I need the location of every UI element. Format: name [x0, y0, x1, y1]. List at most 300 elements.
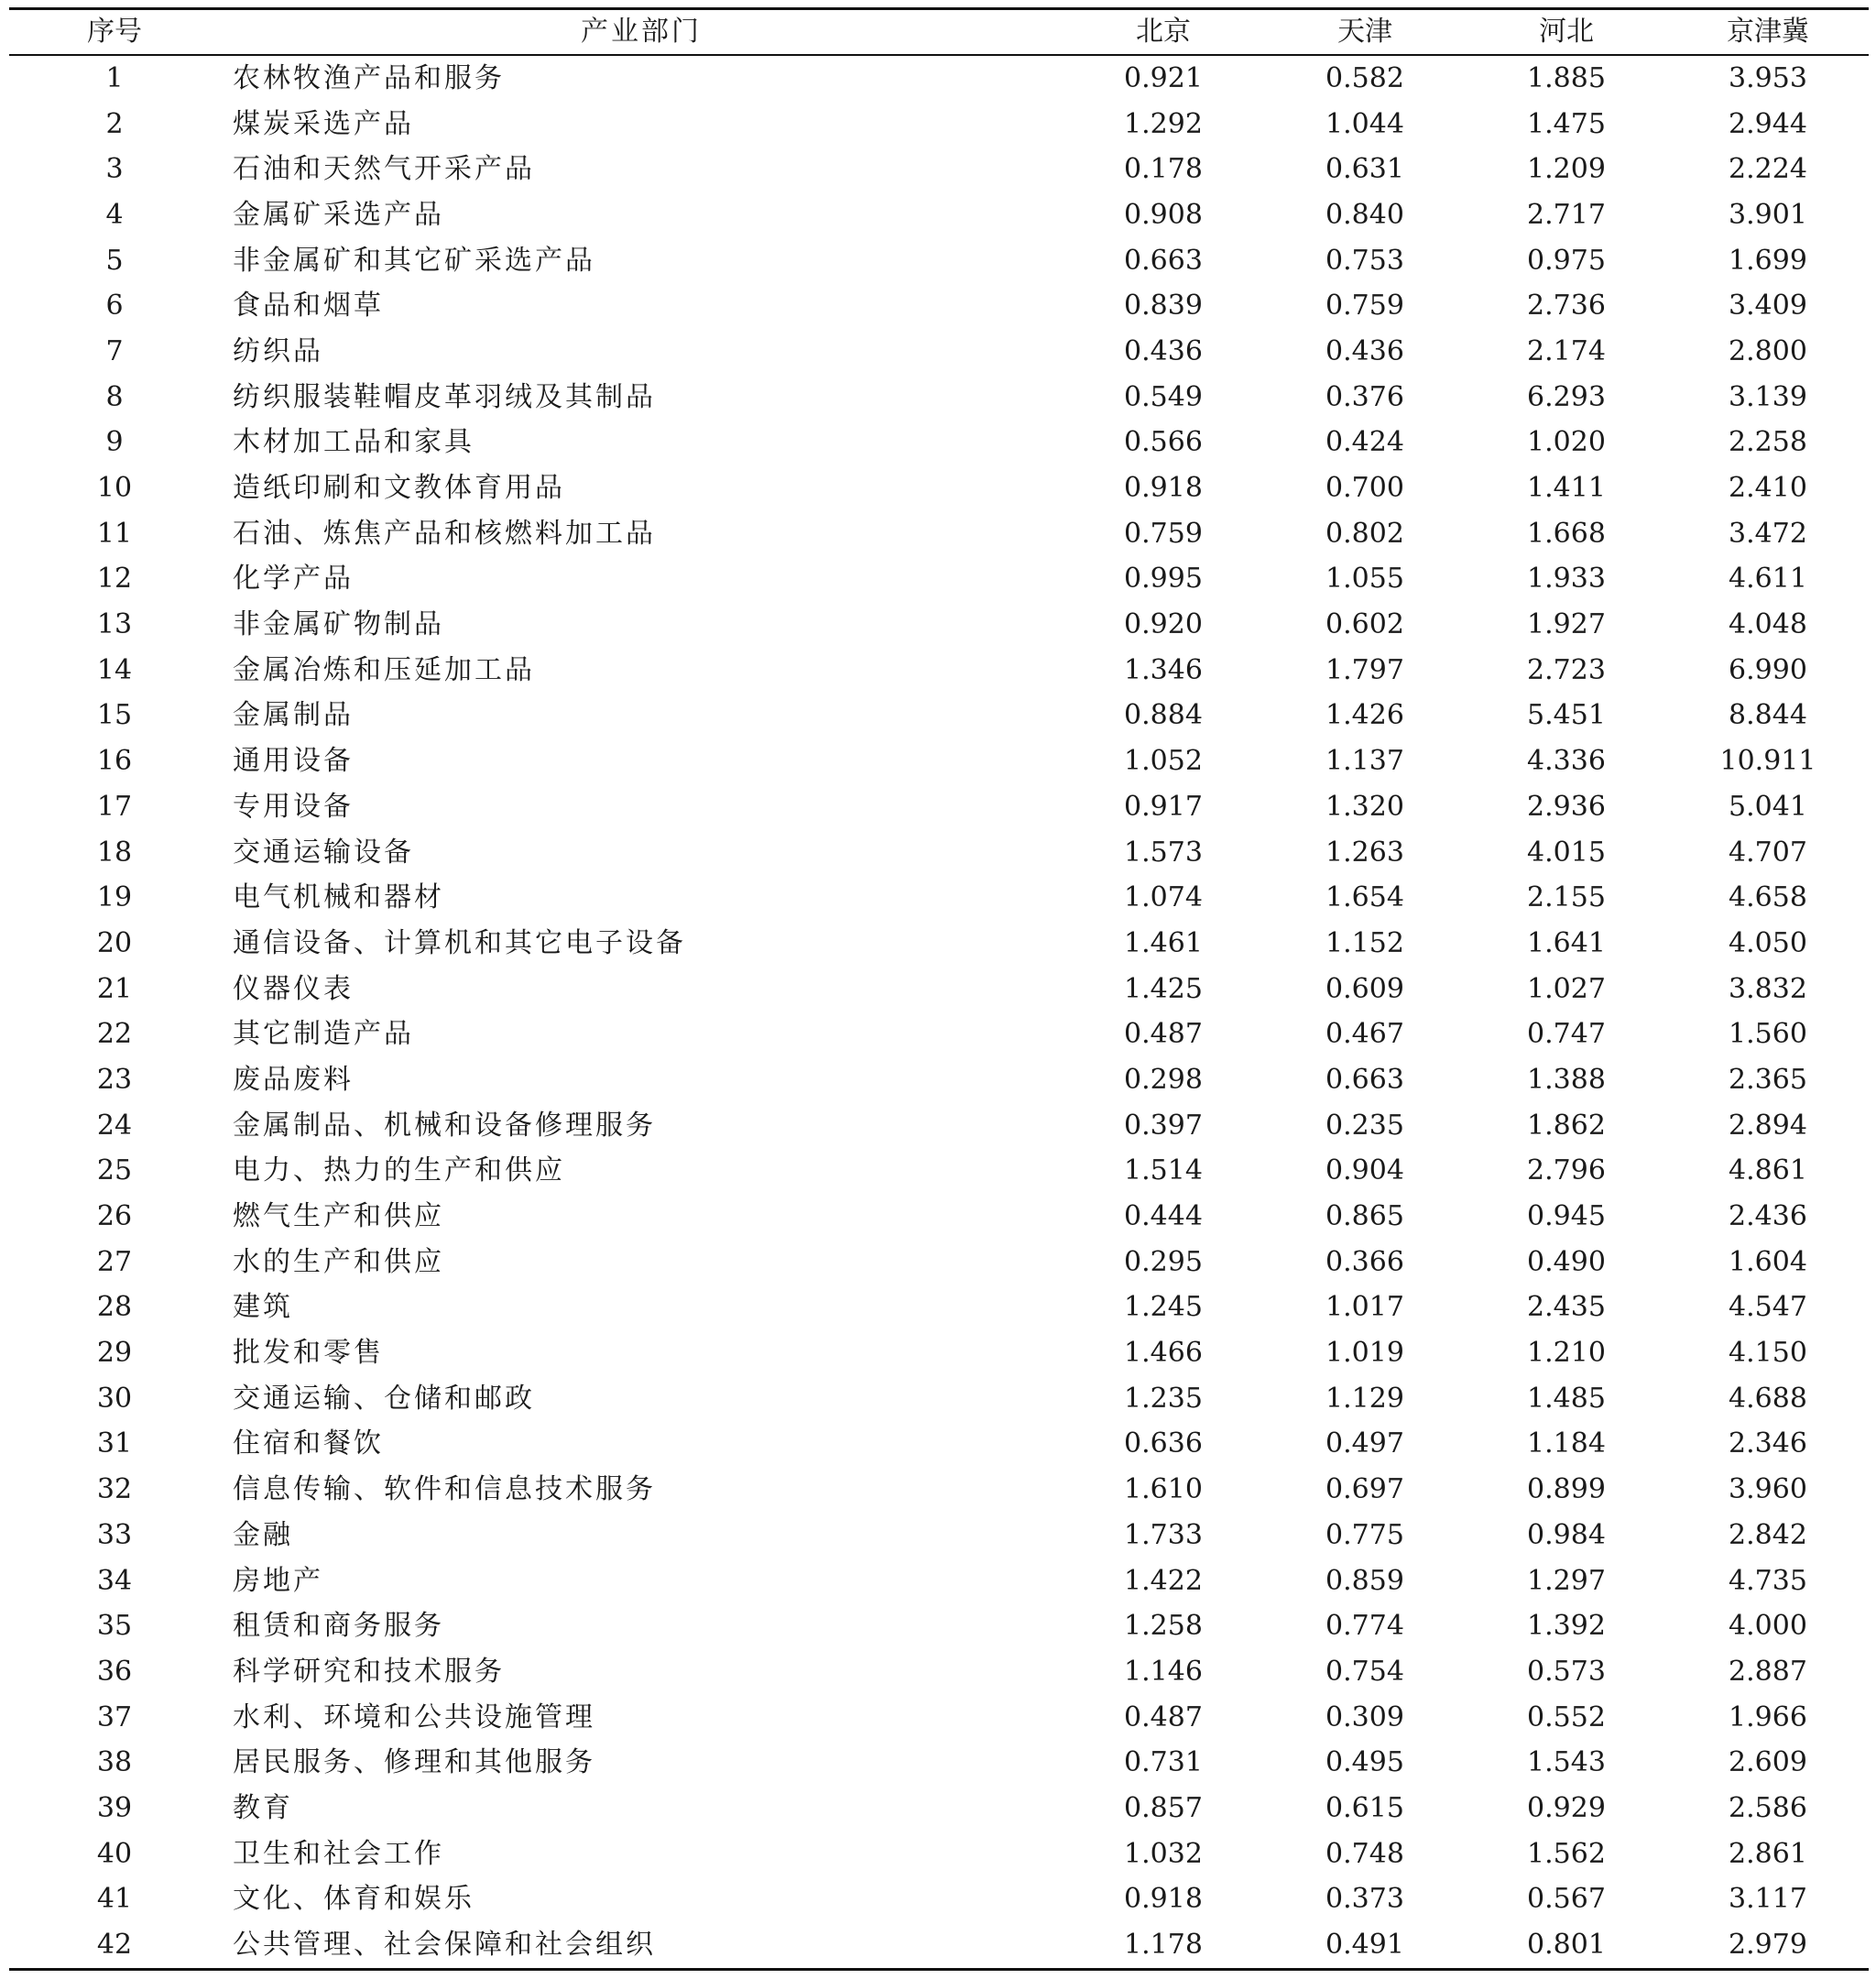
tianjin-value-cell: 0.748: [1325, 1837, 1404, 1870]
sector-name-cell: 水的生产和供应: [233, 1245, 444, 1278]
jingjinji-value-cell: 1.966: [1729, 1700, 1807, 1733]
jingjinji-value-cell: 3.139: [1729, 380, 1807, 413]
row-index-cell: 27: [96, 1245, 133, 1278]
tianjin-value-cell: 0.582: [1325, 61, 1404, 94]
sector-name-cell: 通用设备: [233, 745, 354, 778]
table-row: [9, 967, 1869, 1012]
row-index-cell: 35: [96, 1610, 133, 1643]
hebei-value-cell: 1.485: [1527, 1382, 1606, 1415]
row-index-cell: 41: [96, 1883, 133, 1916]
row-index-cell: 24: [96, 1109, 133, 1142]
beijing-value-cell: 0.549: [1124, 380, 1203, 413]
sector-name-cell: 卫生和社会工作: [233, 1837, 444, 1870]
sector-name-cell: 住宿和餐饮: [233, 1427, 384, 1460]
row-index-cell: 26: [96, 1200, 133, 1233]
tianjin-value-cell: 1.797: [1325, 653, 1404, 686]
sector-name-cell: 文化、体育和娱乐: [233, 1883, 474, 1916]
table-row: [9, 875, 1869, 921]
row-index-cell: 32: [96, 1473, 133, 1506]
jingjinji-value-cell: 3.409: [1729, 290, 1807, 323]
table-row: [9, 648, 1869, 694]
jingjinji-value-cell: 2.979: [1729, 1929, 1807, 1962]
tianjin-value-cell: 0.840: [1325, 198, 1404, 231]
jingjinji-value-cell: 2.944: [1729, 107, 1807, 140]
jingjinji-value-cell: 2.224: [1729, 153, 1807, 186]
jingjinji-value-cell: 2.609: [1729, 1746, 1807, 1779]
jingjinji-value-cell: 2.586: [1729, 1791, 1807, 1824]
hebei-value-cell: 2.174: [1527, 334, 1606, 367]
beijing-value-cell: 1.146: [1124, 1655, 1203, 1688]
beijing-value-cell: 0.839: [1124, 290, 1203, 323]
hebei-value-cell: 1.388: [1527, 1063, 1606, 1096]
tianjin-value-cell: 1.654: [1325, 881, 1404, 914]
tianjin-value-cell: 0.663: [1325, 1063, 1404, 1096]
beijing-value-cell: 0.295: [1124, 1245, 1203, 1278]
row-index-cell: 5: [105, 244, 124, 277]
table-row: [9, 1467, 1869, 1513]
tianjin-value-cell: 0.602: [1325, 608, 1404, 641]
beijing-value-cell: 0.731: [1124, 1746, 1203, 1779]
hebei-value-cell: 1.184: [1527, 1427, 1606, 1460]
beijing-value-cell: 0.397: [1124, 1109, 1203, 1142]
table-row: [9, 1786, 1869, 1831]
beijing-value-cell: 1.258: [1124, 1610, 1203, 1643]
row-index-cell: 31: [96, 1427, 133, 1460]
jingjinji-value-cell: 3.960: [1729, 1473, 1807, 1506]
sector-name-cell: 木材加工品和家具: [233, 426, 474, 459]
hebei-value-cell: 1.562: [1527, 1837, 1606, 1870]
hebei-value-cell: 2.736: [1527, 290, 1606, 323]
table-row: [9, 1695, 1869, 1741]
table-body: [9, 55, 1869, 1969]
row-index-cell: 21: [96, 972, 133, 1005]
jingjinji-value-cell: 2.887: [1729, 1655, 1807, 1688]
hebei-value-cell: 0.490: [1527, 1245, 1606, 1278]
tianjin-value-cell: 0.615: [1325, 1791, 1404, 1824]
table-row: [9, 102, 1869, 148]
table-row: [9, 602, 1869, 648]
row-index-cell: 7: [105, 334, 124, 367]
table-row: [9, 1649, 1869, 1695]
table-row: [9, 1831, 1869, 1877]
table-row: [9, 1149, 1869, 1195]
table-row: [9, 738, 1869, 784]
beijing-value-cell: 1.514: [1124, 1154, 1203, 1187]
header-sector: 产业部门: [581, 16, 702, 48]
table-row: [9, 1240, 1869, 1285]
tianjin-value-cell: 1.263: [1325, 836, 1404, 869]
table-row: [9, 1285, 1869, 1331]
jingjinji-value-cell: 2.800: [1729, 334, 1807, 367]
hebei-value-cell: 1.210: [1527, 1337, 1606, 1370]
sector-name-cell: 煤炭采选产品: [233, 107, 414, 140]
beijing-value-cell: 0.436: [1124, 334, 1203, 367]
row-index-cell: 11: [96, 517, 133, 550]
sector-name-cell: 租赁和商务服务: [233, 1610, 444, 1643]
row-index-cell: 34: [96, 1564, 133, 1597]
hebei-value-cell: 0.945: [1527, 1200, 1606, 1233]
hebei-value-cell: 1.297: [1527, 1564, 1606, 1597]
sector-name-cell: 科学研究和技术服务: [233, 1655, 505, 1688]
beijing-value-cell: 1.178: [1124, 1929, 1203, 1962]
tianjin-value-cell: 0.775: [1325, 1518, 1404, 1551]
beijing-value-cell: 1.573: [1124, 836, 1203, 869]
tianjin-value-cell: 0.609: [1325, 972, 1404, 1005]
sector-name-cell: 公共管理、社会保障和社会组织: [233, 1929, 656, 1962]
tianjin-value-cell: 1.152: [1325, 926, 1404, 959]
row-index-cell: 39: [96, 1791, 133, 1824]
table-row: [9, 375, 1869, 421]
hebei-value-cell: 0.929: [1527, 1791, 1606, 1824]
sector-name-cell: 居民服务、修理和其他服务: [233, 1746, 595, 1779]
jingjinji-value-cell: 2.861: [1729, 1837, 1807, 1870]
beijing-value-cell: 0.759: [1124, 517, 1203, 550]
sector-name-cell: 石油和天然气开采产品: [233, 153, 535, 186]
jingjinji-value-cell: 2.258: [1729, 426, 1807, 459]
hebei-value-cell: 2.796: [1527, 1154, 1606, 1187]
beijing-value-cell: 1.422: [1124, 1564, 1203, 1597]
sector-name-cell: 电气机械和器材: [233, 881, 444, 914]
hebei-value-cell: 2.435: [1527, 1291, 1606, 1324]
jingjinji-value-cell: 6.990: [1729, 653, 1807, 686]
row-index-cell: 8: [105, 380, 124, 413]
sector-name-cell: 专用设备: [233, 790, 354, 823]
tianjin-value-cell: 1.129: [1325, 1382, 1404, 1415]
jingjinji-value-cell: 2.894: [1729, 1109, 1807, 1142]
tianjin-value-cell: 1.055: [1325, 563, 1404, 596]
tianjin-value-cell: 0.491: [1325, 1929, 1404, 1962]
table-row: [9, 1194, 1869, 1240]
jingjinji-value-cell: 3.117: [1729, 1883, 1807, 1916]
sector-name-cell: 金属制品、机械和设备修理服务: [233, 1109, 656, 1142]
beijing-value-cell: 1.610: [1124, 1473, 1203, 1506]
tianjin-value-cell: 1.320: [1325, 790, 1404, 823]
table-row: [9, 238, 1869, 284]
table-row: [9, 694, 1869, 739]
sector-name-cell: 食品和烟草: [233, 290, 384, 323]
sector-name-cell: 批发和零售: [233, 1337, 384, 1370]
tianjin-value-cell: 0.865: [1325, 1200, 1404, 1233]
beijing-value-cell: 0.663: [1124, 244, 1203, 277]
table-row: [9, 1558, 1869, 1604]
hebei-value-cell: 1.862: [1527, 1109, 1606, 1142]
jingjinji-value-cell: 4.658: [1729, 881, 1807, 914]
tianjin-value-cell: 0.309: [1325, 1700, 1404, 1733]
tianjin-value-cell: 1.017: [1325, 1291, 1404, 1324]
beijing-value-cell: 0.918: [1124, 1883, 1203, 1916]
jingjinji-value-cell: 4.707: [1729, 836, 1807, 869]
beijing-value-cell: 0.995: [1124, 563, 1203, 596]
hebei-value-cell: 0.567: [1527, 1883, 1606, 1916]
header-index: 序号: [87, 16, 142, 48]
tianjin-value-cell: 0.753: [1325, 244, 1404, 277]
hebei-value-cell: 1.027: [1527, 972, 1606, 1005]
jingjinji-value-cell: 3.901: [1729, 198, 1807, 231]
hebei-value-cell: 0.573: [1527, 1655, 1606, 1688]
hebei-value-cell: 2.936: [1527, 790, 1606, 823]
table-row: [9, 1877, 1869, 1923]
jingjinji-value-cell: 4.000: [1729, 1610, 1807, 1643]
hebei-value-cell: 5.451: [1527, 699, 1606, 732]
table-row: [9, 557, 1869, 603]
table-row: [9, 421, 1869, 466]
row-index-cell: 17: [96, 790, 133, 823]
table-row: [9, 1330, 1869, 1376]
tianjin-value-cell: 0.774: [1325, 1610, 1404, 1643]
sector-name-cell: 非金属矿物制品: [233, 608, 444, 641]
table-row: [9, 830, 1869, 876]
row-index-cell: 4: [105, 198, 124, 231]
tianjin-value-cell: 1.137: [1325, 745, 1404, 778]
sector-name-cell: 燃气生产和供应: [233, 1200, 444, 1233]
row-index-cell: 1: [105, 61, 124, 94]
jingjinji-value-cell: 2.842: [1729, 1518, 1807, 1551]
table-row: [9, 55, 1869, 102]
hebei-value-cell: 2.717: [1527, 198, 1606, 231]
table-row: [9, 465, 1869, 511]
row-index-cell: 3: [105, 153, 124, 186]
jingjinji-value-cell: 1.560: [1729, 1018, 1807, 1051]
sector-name-cell: 建筑: [233, 1291, 293, 1324]
sector-name-cell: 教育: [233, 1791, 293, 1824]
hebei-value-cell: 1.209: [1527, 153, 1606, 186]
hebei-value-cell: 1.411: [1527, 472, 1606, 505]
sector-name-cell: 农林牧渔产品和服务: [233, 61, 505, 94]
table-header-row: [9, 9, 1869, 56]
row-index-cell: 30: [96, 1382, 133, 1415]
beijing-value-cell: 0.917: [1124, 790, 1203, 823]
beijing-value-cell: 0.487: [1124, 1018, 1203, 1051]
beijing-value-cell: 1.733: [1124, 1518, 1203, 1551]
sector-name-cell: 电力、热力的生产和供应: [233, 1154, 565, 1187]
jingjinji-value-cell: 4.547: [1729, 1291, 1807, 1324]
jingjinji-value-cell: 4.735: [1729, 1564, 1807, 1597]
tianjin-value-cell: 0.424: [1325, 426, 1404, 459]
beijing-value-cell: 0.487: [1124, 1700, 1203, 1733]
row-index-cell: 10: [96, 472, 133, 505]
row-index-cell: 22: [96, 1018, 133, 1051]
tianjin-value-cell: 0.235: [1325, 1109, 1404, 1142]
beijing-value-cell: 1.292: [1124, 107, 1203, 140]
hebei-value-cell: 4.015: [1527, 836, 1606, 869]
row-index-cell: 18: [96, 836, 133, 869]
jingjinji-value-cell: 2.410: [1729, 472, 1807, 505]
hebei-value-cell: 0.984: [1527, 1518, 1606, 1551]
row-index-cell: 9: [105, 426, 124, 459]
row-index-cell: 36: [96, 1655, 133, 1688]
sector-name-cell: 石油、炼焦产品和核燃料加工品: [233, 517, 656, 550]
row-index-cell: 37: [96, 1700, 133, 1733]
row-index-cell: 12: [96, 563, 133, 596]
table-row: [9, 329, 1869, 375]
tianjin-value-cell: 0.700: [1325, 472, 1404, 505]
sector-name-cell: 纺织服装鞋帽皮革羽绒及其制品: [233, 380, 656, 413]
tianjin-value-cell: 0.373: [1325, 1883, 1404, 1916]
tianjin-value-cell: 0.802: [1325, 517, 1404, 550]
table-row: [9, 1376, 1869, 1422]
beijing-value-cell: 0.920: [1124, 608, 1203, 641]
tianjin-value-cell: 0.697: [1325, 1473, 1404, 1506]
hebei-value-cell: 0.747: [1527, 1018, 1606, 1051]
hebei-value-cell: 1.392: [1527, 1610, 1606, 1643]
table-row: [9, 921, 1869, 967]
table-row: [9, 511, 1869, 557]
jingjinji-value-cell: 4.688: [1729, 1382, 1807, 1415]
row-index-cell: 16: [96, 745, 133, 778]
row-index-cell: 19: [96, 881, 133, 914]
row-index-cell: 42: [96, 1929, 133, 1962]
header-beijing: 北京: [1136, 16, 1191, 48]
row-index-cell: 25: [96, 1154, 133, 1187]
beijing-value-cell: 0.921: [1124, 61, 1203, 94]
table-row: [9, 1922, 1869, 1969]
beijing-value-cell: 0.918: [1124, 472, 1203, 505]
tianjin-value-cell: 0.754: [1325, 1655, 1404, 1688]
row-index-cell: 2: [105, 107, 124, 140]
sector-name-cell: 金融: [233, 1518, 293, 1551]
beijing-value-cell: 1.425: [1124, 972, 1203, 1005]
tianjin-value-cell: 0.467: [1325, 1018, 1404, 1051]
hebei-value-cell: 0.975: [1527, 244, 1606, 277]
table-row: [9, 1513, 1869, 1558]
hebei-value-cell: 4.336: [1527, 745, 1606, 778]
beijing-value-cell: 1.074: [1124, 881, 1203, 914]
sector-name-cell: 纺织品: [233, 334, 323, 367]
beijing-value-cell: 1.052: [1124, 745, 1203, 778]
beijing-value-cell: 0.298: [1124, 1063, 1203, 1096]
beijing-value-cell: 1.245: [1124, 1291, 1203, 1324]
hebei-value-cell: 1.933: [1527, 563, 1606, 596]
sector-name-cell: 废品废料: [233, 1063, 354, 1096]
sector-name-cell: 交通运输设备: [233, 836, 414, 869]
table-row: [9, 1057, 1869, 1103]
tianjin-value-cell: 0.436: [1325, 334, 1404, 367]
beijing-value-cell: 1.032: [1124, 1837, 1203, 1870]
jingjinji-value-cell: 2.346: [1729, 1427, 1807, 1460]
jingjinji-value-cell: 4.861: [1729, 1154, 1807, 1187]
row-index-cell: 38: [96, 1746, 133, 1779]
jingjinji-value-cell: 1.699: [1729, 244, 1807, 277]
jingjinji-value-cell: 5.041: [1729, 790, 1807, 823]
jingjinji-value-cell: 2.436: [1729, 1200, 1807, 1233]
hebei-value-cell: 2.155: [1527, 881, 1606, 914]
sector-name-cell: 造纸印刷和文教体育用品: [233, 472, 565, 505]
row-index-cell: 28: [96, 1291, 133, 1324]
tianjin-value-cell: 0.376: [1325, 380, 1404, 413]
jingjinji-value-cell: 1.604: [1729, 1245, 1807, 1278]
row-index-cell: 33: [96, 1518, 133, 1551]
industry-table: [9, 7, 1869, 1971]
jingjinji-value-cell: 2.365: [1729, 1063, 1807, 1096]
tianjin-value-cell: 1.019: [1325, 1337, 1404, 1370]
table-row: [9, 1103, 1869, 1149]
beijing-value-cell: 0.908: [1124, 198, 1203, 231]
beijing-value-cell: 0.178: [1124, 153, 1203, 186]
table-row: [9, 784, 1869, 830]
sector-name-cell: 信息传输、软件和信息技术服务: [233, 1473, 656, 1506]
jingjinji-value-cell: 4.050: [1729, 926, 1807, 959]
tianjin-value-cell: 0.631: [1325, 153, 1404, 186]
sector-name-cell: 房地产: [233, 1564, 323, 1597]
industry-table-container: [9, 7, 1869, 1971]
beijing-value-cell: 1.466: [1124, 1337, 1203, 1370]
hebei-value-cell: 1.020: [1527, 426, 1606, 459]
table-row: [9, 1422, 1869, 1468]
beijing-value-cell: 0.566: [1124, 426, 1203, 459]
hebei-value-cell: 2.723: [1527, 653, 1606, 686]
hebei-value-cell: 1.475: [1527, 107, 1606, 140]
row-index-cell: 23: [96, 1063, 133, 1096]
tianjin-value-cell: 0.495: [1325, 1746, 1404, 1779]
beijing-value-cell: 1.346: [1124, 653, 1203, 686]
table-row: [9, 1011, 1869, 1057]
jingjinji-value-cell: 4.150: [1729, 1337, 1807, 1370]
table-row: [9, 1740, 1869, 1786]
jingjinji-value-cell: 3.472: [1729, 517, 1807, 550]
sector-name-cell: 水利、环境和公共设施管理: [233, 1700, 595, 1733]
row-index-cell: 20: [96, 926, 133, 959]
row-index-cell: 14: [96, 653, 133, 686]
hebei-value-cell: 0.899: [1527, 1473, 1606, 1506]
row-index-cell: 40: [96, 1837, 133, 1870]
tianjin-value-cell: 0.904: [1325, 1154, 1404, 1187]
sector-name-cell: 金属制品: [233, 699, 354, 732]
sector-name-cell: 金属矿采选产品: [233, 198, 444, 231]
beijing-value-cell: 0.444: [1124, 1200, 1203, 1233]
sector-name-cell: 通信设备、计算机和其它电子设备: [233, 926, 686, 959]
row-index-cell: 6: [105, 290, 124, 323]
table-row: [9, 283, 1869, 329]
hebei-value-cell: 0.801: [1527, 1929, 1606, 1962]
tianjin-value-cell: 1.044: [1325, 107, 1404, 140]
sector-name-cell: 非金属矿和其它矿采选产品: [233, 244, 595, 277]
row-index-cell: 15: [96, 699, 133, 732]
row-index-cell: 29: [96, 1337, 133, 1370]
tianjin-value-cell: 0.366: [1325, 1245, 1404, 1278]
sector-name-cell: 金属冶炼和压延加工品: [233, 653, 535, 686]
tianjin-value-cell: 0.759: [1325, 290, 1404, 323]
beijing-value-cell: 0.857: [1124, 1791, 1203, 1824]
tianjin-value-cell: 1.426: [1325, 699, 1404, 732]
sector-name-cell: 其它制造产品: [233, 1018, 414, 1051]
jingjinji-value-cell: 3.953: [1729, 61, 1807, 94]
header-tianjin: 天津: [1337, 16, 1392, 48]
jingjinji-value-cell: 4.048: [1729, 608, 1807, 641]
jingjinji-value-cell: 3.832: [1729, 972, 1807, 1005]
beijing-value-cell: 1.461: [1124, 926, 1203, 959]
sector-name-cell: 化学产品: [233, 563, 354, 596]
beijing-value-cell: 0.636: [1124, 1427, 1203, 1460]
sector-name-cell: 交通运输、仓储和邮政: [233, 1382, 535, 1415]
row-index-cell: 13: [96, 608, 133, 641]
beijing-value-cell: 1.235: [1124, 1382, 1203, 1415]
hebei-value-cell: 1.641: [1527, 926, 1606, 959]
hebei-value-cell: 6.293: [1527, 380, 1606, 413]
table-row: [9, 192, 1869, 238]
jingjinji-value-cell: 8.844: [1729, 699, 1807, 732]
jingjinji-value-cell: 4.611: [1729, 563, 1807, 596]
header-jingjinji: 京津冀: [1727, 16, 1809, 48]
table-row: [9, 1603, 1869, 1649]
tianjin-value-cell: 0.859: [1325, 1564, 1404, 1597]
table-row: [9, 147, 1869, 192]
beijing-value-cell: 0.884: [1124, 699, 1203, 732]
hebei-value-cell: 1.543: [1527, 1746, 1606, 1779]
header-hebei: 河北: [1539, 16, 1594, 48]
tianjin-value-cell: 0.497: [1325, 1427, 1404, 1460]
hebei-value-cell: 1.927: [1527, 608, 1606, 641]
jingjinji-value-cell: 10.911: [1719, 745, 1816, 778]
